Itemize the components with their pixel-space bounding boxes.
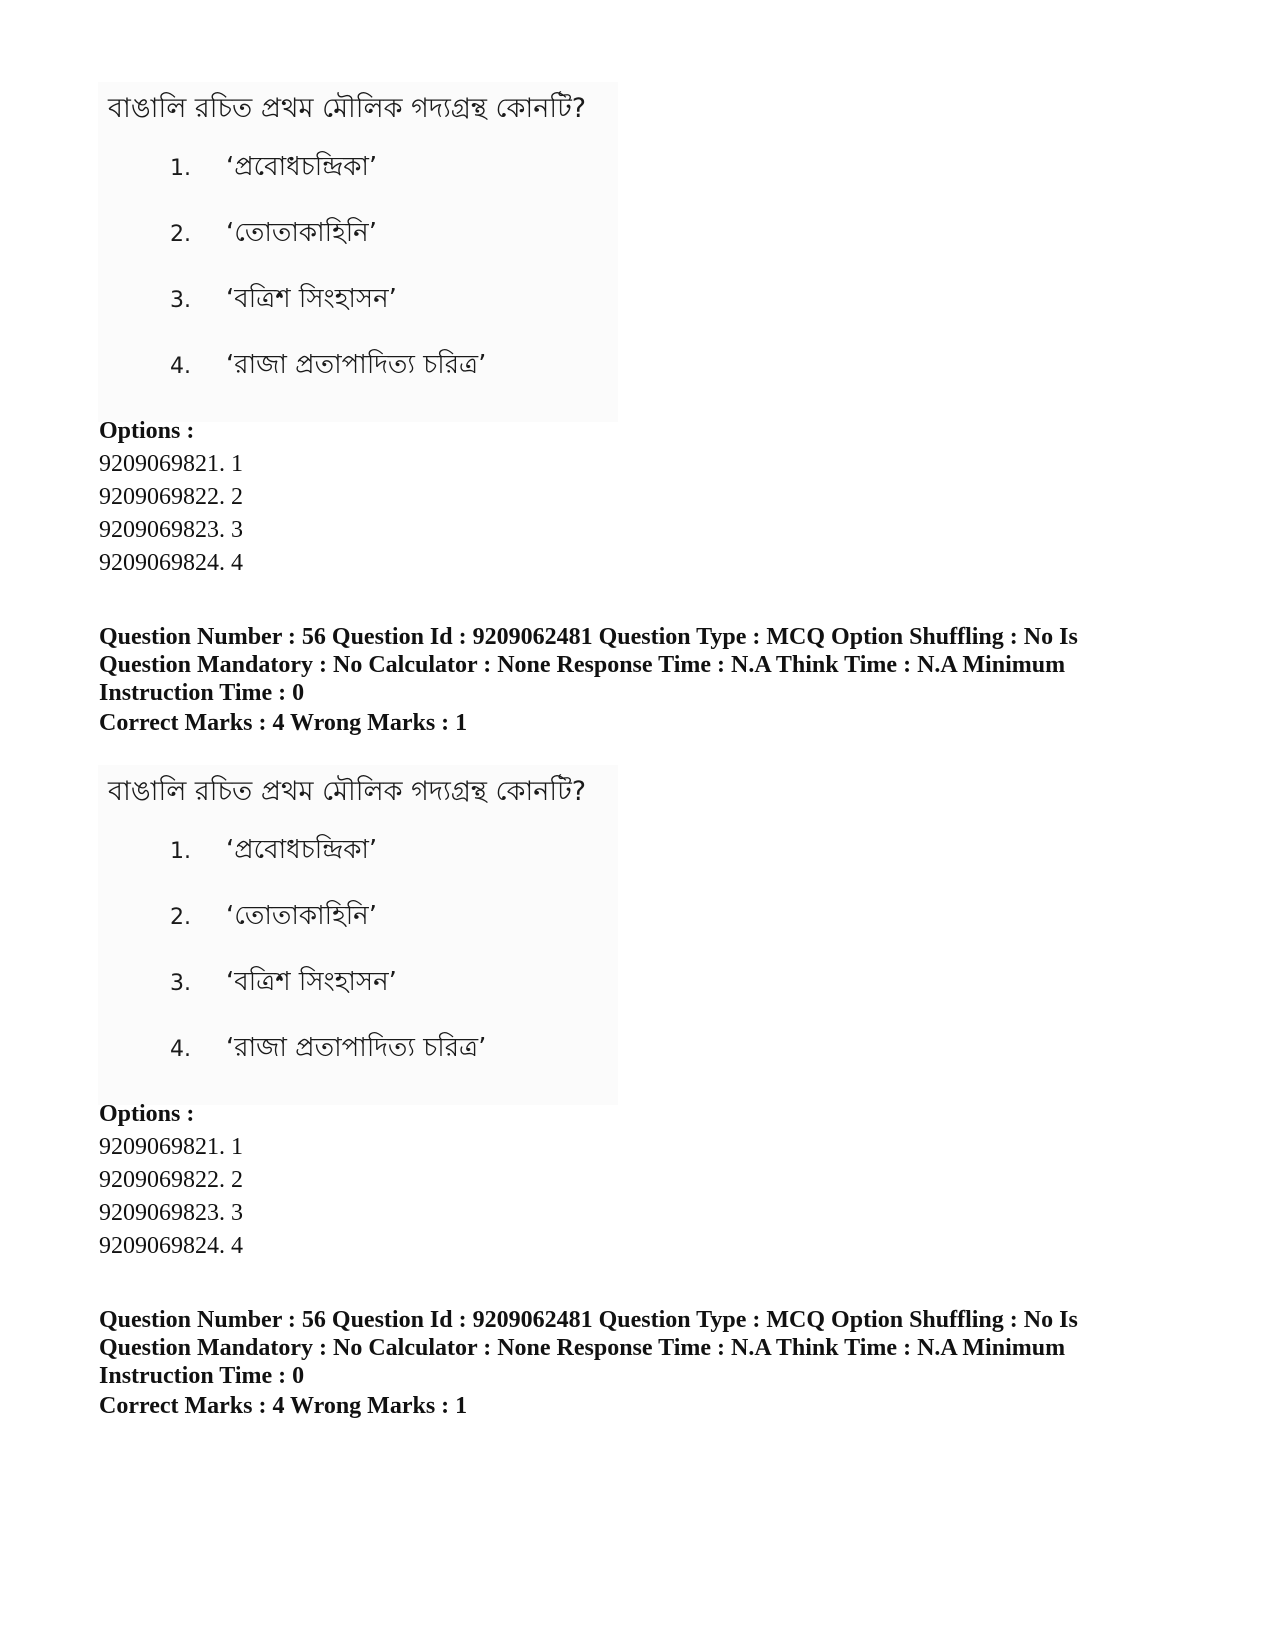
question-metadata: [99, 1306, 1179, 1390]
question-option: [170, 1027, 486, 1071]
question-option: [170, 278, 397, 322]
question-text: বাঙালি রচিত প্রথম মৌলিক গদ্যগ্রন্থ কোনটি?: [108, 776, 587, 807]
options-heading: Options :: [99, 418, 195, 444]
question-image: [98, 765, 618, 1105]
metadata-line: Question Number : 56 Question Id : 9209062481 Question Type : MCQ Option Shuffling : No Is: [99, 1307, 1078, 1333]
metadata-line: Question Number : 56 Question Id : 9209062481 Question Type : MCQ Option Shuffling : No Is: [99, 624, 1078, 650]
question-option-number: 1.: [170, 156, 191, 181]
answer-option: 9209069822. 2: [99, 1167, 243, 1193]
question-option: [170, 961, 397, 1005]
metadata-line: Question Mandatory : No Calculator : None Response Time : N.A Think Time : N.A Minimum: [99, 652, 1066, 678]
question-option-text: ‘তোতাকাহিনি’: [226, 901, 377, 931]
answer-option: 9209069822. 2: [99, 484, 243, 510]
question-image: [98, 82, 618, 422]
answer-option: 9209069821. 1: [99, 451, 243, 477]
question-option-text: ‘বত্রিশ সিংহাসন’: [226, 967, 397, 997]
question-metadata: [99, 623, 1179, 707]
answer-option: 9209069821. 1: [99, 1134, 243, 1160]
marks-line: Correct Marks : 4 Wrong Marks : 1: [99, 1393, 468, 1419]
question-option-number: 4.: [170, 354, 191, 379]
question-option-number: 2.: [170, 222, 191, 247]
question-option: [170, 212, 377, 256]
question-option-text: ‘রাজা প্রতাপাদিত্য চরিত্র’: [226, 1033, 487, 1063]
question-option: [170, 895, 377, 939]
answer-option: 9209069824. 4: [99, 550, 243, 576]
question-option-text: ‘প্রবোধচন্দ্রিকা’: [226, 835, 378, 865]
question-option-number: 2.: [170, 905, 191, 930]
question-option: [170, 146, 377, 190]
question-option-number: 4.: [170, 1037, 191, 1062]
question-option-text: ‘তোতাকাহিনি’: [226, 218, 377, 248]
marks-line: Correct Marks : 4 Wrong Marks : 1: [99, 710, 468, 736]
answer-option: 9209069824. 4: [99, 1233, 243, 1259]
question-text: বাঙালি রচিত প্রথম মৌলিক গদ্যগ্রন্থ কোনটি?: [108, 93, 587, 124]
question-option-number: 3.: [170, 288, 191, 313]
metadata-line: Instruction Time : 0: [99, 1363, 305, 1389]
answer-option: 9209069823. 3: [99, 517, 243, 543]
question-option-text: ‘প্রবোধচন্দ্রিকা’: [226, 152, 378, 182]
question-option-text: ‘রাজা প্রতাপাদিত্য চরিত্র’: [226, 350, 487, 380]
metadata-line: Question Mandatory : No Calculator : None Response Time : N.A Think Time : N.A Minimum: [99, 1335, 1066, 1361]
question-option-number: 1.: [170, 839, 191, 864]
question-option: [170, 344, 486, 388]
question-option-text: ‘বত্রিশ সিংহাসন’: [226, 284, 397, 314]
answer-option: 9209069823. 3: [99, 1200, 243, 1226]
question-option-number: 3.: [170, 971, 191, 996]
options-heading: Options :: [99, 1101, 195, 1127]
question-option: [170, 829, 377, 873]
metadata-line: Instruction Time : 0: [99, 680, 305, 706]
